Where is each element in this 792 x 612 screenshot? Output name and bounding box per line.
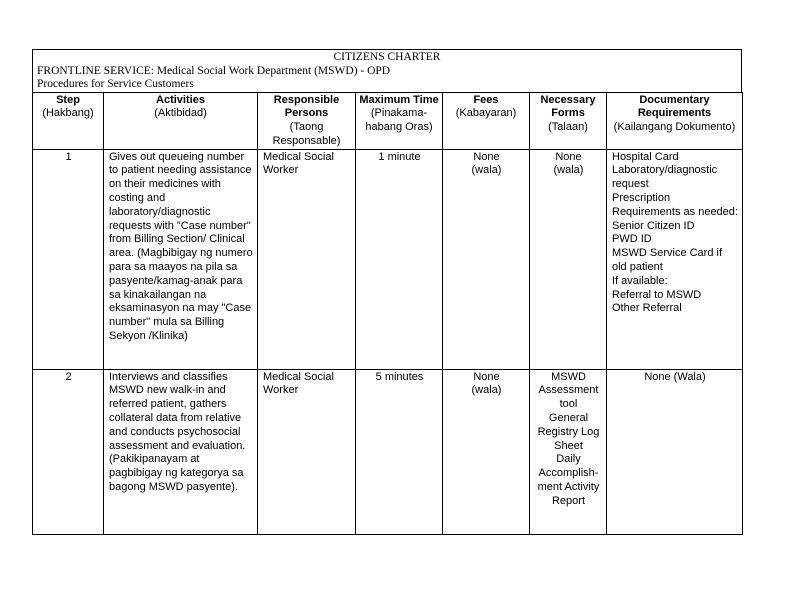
column-title: Activities	[156, 93, 205, 106]
column-subtitle: (Kailangang Dokumento)	[613, 121, 736, 134]
max-time: 5 minutes	[356, 369, 443, 534]
fees-line: (wala)	[471, 164, 502, 177]
requirement-item: None (Wala)	[644, 370, 706, 383]
forms-line: (wala)	[553, 164, 584, 177]
requirement-item: Hospital Card	[612, 150, 679, 163]
column-header-max-time	[356, 92, 443, 149]
requirement-item: Requirements as needed: Senior Citizen ID	[612, 205, 738, 232]
forms-cell	[530, 369, 607, 534]
column-subtitle: (Aktibidad)	[154, 107, 207, 120]
column-title: Maximum Time	[359, 93, 439, 106]
procedures-table	[32, 92, 743, 535]
column-header-step	[33, 92, 104, 149]
fees-cell	[443, 149, 530, 369]
column-header-responsible	[258, 92, 356, 149]
requirement-item: PWD ID	[612, 233, 652, 246]
table-row	[33, 369, 743, 534]
frontline-service-line: FRONTLINE SERVICE: Medical Social Work Department (MSWD) - OPD	[37, 64, 391, 77]
column-subtitle: (Kabayaran)	[455, 107, 517, 120]
responsible-person: Medical Social Worker	[258, 149, 356, 369]
column-title: Fees	[473, 93, 499, 106]
charter-title: CITIZENS CHARTER	[333, 51, 441, 63]
column-subtitle: (Pinakama-habang Oras)	[365, 107, 433, 134]
requirement-item: Laboratory/diagnostic request	[612, 164, 718, 191]
forms-line: General Registry Log Sheet	[537, 412, 600, 452]
column-header-requirements	[607, 92, 743, 149]
fees-line: (wala)	[471, 384, 502, 397]
fees-line: None	[473, 150, 500, 163]
requirement-item: Referral to MSWD	[612, 288, 702, 301]
column-title: Responsible Persons	[273, 93, 340, 120]
step-number: 1	[33, 149, 104, 369]
procedures-line: Procedures for Service Customers	[37, 78, 194, 90]
requirement-item: Other Referral	[612, 302, 682, 315]
requirements-cell	[607, 369, 743, 534]
column-subtitle: (Hakbang)	[42, 107, 94, 120]
forms-line: Daily Accomplish-ment Activity Report	[537, 453, 600, 507]
column-header-forms	[530, 92, 607, 149]
table-header-row	[33, 92, 743, 149]
citizens-charter-page	[32, 49, 742, 535]
requirement-item: If available:	[612, 274, 668, 287]
table-row	[33, 149, 743, 369]
activity-text: Interviews and classifies MSWD new walk-in and referred patient, gathers collateral data from relative and conducts psychosocial assessment and evaluation. (Pakikipanayam at pagbibigay ng kategorya sa bagong MSWD pasyente).	[104, 369, 258, 534]
column-subtitle: (Talaan)	[548, 121, 588, 134]
column-title: Documentary Requirements	[637, 93, 712, 120]
step-number: 2	[33, 369, 104, 534]
requirement-item: Prescription	[612, 192, 671, 205]
column-header-activities	[104, 92, 258, 149]
activity-text: Gives out queueing number to patient needing assistance on their medicines with costing and laboratory/diagnostic requests with "Case number" from Billing Section/ Clinical area. (Magbibigay ng numero para sa maayos na pila sa pasyente/kamag-anak para sa kinakailangan na eksaminasyon na may "Case number" mula sa Billing Sekyon /Klinika)	[104, 149, 258, 369]
requirements-cell	[607, 149, 743, 369]
column-header-fees	[443, 92, 530, 149]
fees-line: None	[473, 370, 500, 383]
max-time: 1 minute	[356, 149, 443, 369]
charter-header	[32, 49, 742, 92]
requirement-item: MSWD Service Card if old patient	[612, 247, 723, 274]
column-subtitle: (Taong Responsable)	[272, 121, 341, 147]
fees-cell	[443, 369, 530, 534]
responsible-person: Medical Social Worker	[258, 369, 356, 534]
forms-cell	[530, 149, 607, 369]
forms-line: MSWD Assessment tool	[538, 370, 599, 411]
column-title: Step	[56, 93, 80, 106]
forms-line: None	[555, 150, 582, 163]
column-title: Necessary Forms	[540, 93, 596, 120]
